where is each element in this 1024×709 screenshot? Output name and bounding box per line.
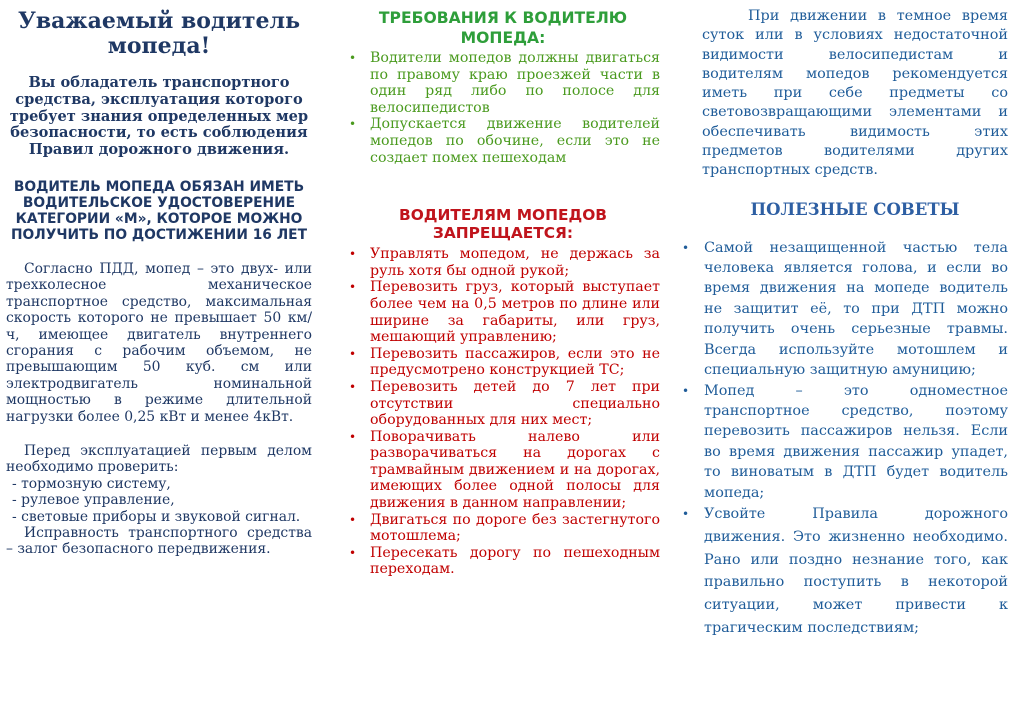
prohibited-heading: ВОДИТЕЛЯМ МОПЕДОВ ЗАПРЕЩАЕТСЯ: bbox=[398, 206, 608, 243]
bullet-icon: • bbox=[349, 247, 357, 262]
tip-item: • Самой незащищенной частью тела человека является голова, и если во время движения на мопеде водитель не защитит её, то при ДТП можно получить очень серьезные травмы. Всегда используйте мотошлем и специальную защитную амуницию; bbox=[682, 239, 1008, 379]
left-column bbox=[6, 0, 312, 558]
bullet-icon: • bbox=[349, 117, 357, 132]
prohibited-item: • Перевозить пассажиров, если это не предусмотрено конструкцией ТС; bbox=[349, 345, 660, 379]
check-item-lights: - световые приборы и звуковой сигнал. bbox=[12, 508, 301, 525]
requirement-item: • Допускается движение водителей мопедов по обочине, если это не создает помех пешеходам bbox=[349, 116, 660, 166]
prohibited-item: • Двигаться по дороге без застегнутого мотошлема; bbox=[349, 511, 660, 545]
greeting-title: Уважаемый водитель мопеда! bbox=[17, 8, 300, 59]
middle-column bbox=[346, 0, 660, 578]
prohibited-list bbox=[346, 246, 660, 578]
tip-item: • Мопед – это одноместное транспортное средство, поэтому перевозить пассажиров нельзя. Если во время движения пассажир упадет, то виноватым в ДТП будет водитель мопеда; bbox=[682, 382, 1008, 501]
bullet-icon: • bbox=[682, 240, 690, 255]
check-item-steering: - рулевое управление, bbox=[12, 492, 175, 509]
right-column bbox=[682, 0, 1008, 640]
check-item-brakes: - тормозную систему, bbox=[12, 475, 171, 492]
requirement-item: • Водители мопедов должны двигаться по правому краю проезжей части в один ряд либо по полосе для велосипедистов bbox=[349, 50, 660, 116]
prohibited-item: • Перевозить детей до 7 лет при отсутствии специально оборудованных для них мест; bbox=[349, 378, 660, 429]
bullet-icon: • bbox=[682, 506, 690, 521]
check-intro: Перед эксплуатацией первым делом необходимо проверить: bbox=[6, 443, 312, 476]
prohibited-item: • Управлять мопедом, не держась за руль хотя бы одной рукой; bbox=[349, 246, 660, 279]
bullet-icon: • bbox=[349, 51, 357, 65]
tip-item: • Усвойте Правила дорожного движения. Это жизненно необходимо. Рано или поздно незнание того, как правильно поступить в некоторой ситуации, может привести к трагическим последствиям; bbox=[702, 503, 1008, 640]
prohibited-item: • Перевозить груз, который выступает более чем на 0,5 метров по длине или ширине за габариты, или груз, мешающий управлению; bbox=[349, 279, 660, 346]
tips-heading: ПОЛЕЗНЫЕ СОВЕТЫ bbox=[750, 199, 960, 219]
bullet-icon: • bbox=[682, 383, 690, 398]
bullet-icon: • bbox=[349, 379, 357, 394]
bullet-icon: • bbox=[349, 429, 357, 444]
moped-definition: Согласно ПДД, мопед – это двух- или трехколесное механическое транспортное средство, максимальная скорость которого не превышает 50 км/ч, имеющее двигатель внутреннего сгорания с рабочим объемом, не превышающим 50 куб. см или электродвигатель номинальной мощностью в режиме длительной нагрузки более 0,25 кВт и менее 4кВт. bbox=[6, 260, 312, 425]
check-list bbox=[6, 476, 312, 525]
bullet-icon: • bbox=[349, 280, 357, 295]
tips-list bbox=[682, 238, 1008, 640]
prohibited-item: • Поворачивать налево или разворачиваться на дорогах с трамвайным движением и на дорогах, имеющих более одной полосы для движения в данном направлении; bbox=[349, 428, 660, 512]
closing-paragraph: Исправность транспортного средства – залог безопасного передвижения. bbox=[6, 525, 312, 558]
requirements-heading: ТРЕБОВАНИЯ К ВОДИТЕЛЮ МОПЕДА: bbox=[378, 9, 628, 47]
license-requirement-heading: ВОДИТЕЛЬ МОПЕДА ОБЯЗАН ИМЕТЬ ВОДИТЕЛЬСКОЕ УДОСТОВЕРЕНИЕ КАТЕГОРИИ «М», КОТОРОЕ МОЖНО ПОЛУЧИТЬ ПО ДОСТИЖЕНИИ 16 ЛЕТ bbox=[10, 178, 308, 243]
visibility-paragraph: При движении в темное время суток или в условиях недостаточной видимости велосипедистам и водителям мопедов рекомендуется иметь при себе предметы со световозвращающими элементами и обеспечивать видимость этих предметов водителями других транспортных средств. bbox=[702, 8, 1008, 179]
bullet-icon: • bbox=[349, 346, 357, 361]
bullet-icon: • bbox=[349, 512, 357, 527]
requirements-list bbox=[346, 50, 660, 166]
prohibited-item: • Пересекать дорогу по пешеходным переходам. bbox=[349, 544, 660, 578]
intro-paragraph: Вы обладатель транспортного средства, эксплуатация которого требует знания определенных мер безопасности, то есть соблюдения Правил дорожного движения. bbox=[9, 74, 309, 159]
bullet-icon: • bbox=[349, 545, 357, 560]
